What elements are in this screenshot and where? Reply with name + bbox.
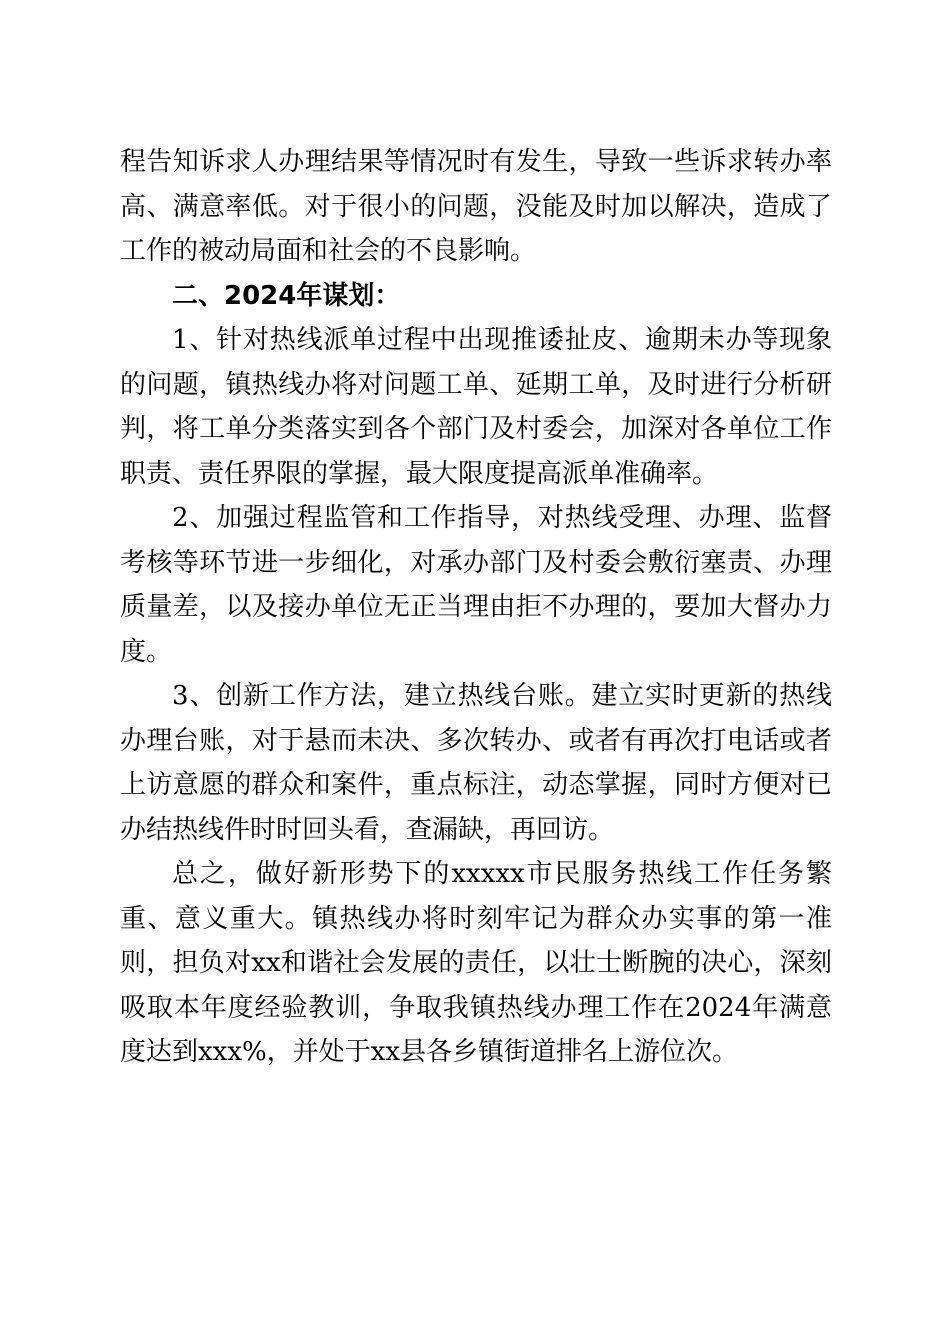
paragraph-item-1: 1、针对热线派单过程中出现推诿扯皮、逾期未办等现象的问题，镇热线办将对问题工单、延期工单，及时进行分析研判，将工单分类落实到各个部门及村委会，加深对各单位工作职责、责任界限的掌握，最大限度提高派单准确率。: [120, 325, 832, 489]
paragraph-item-3: 3、创新工作方法，建立热线台账。建立实时更新的热线办理台账，对于悬而未决、多次转办、或者有再次打电话或者上访意愿的群众和案件，重点标注，动态掌握，同时方便对已办结热线件时时回头看，查漏缺，再回访。: [120, 681, 832, 845]
paragraph-conclusion: 总之，做好新形势下的xxxxx市民服务热线工作任务繁重、意义重大。镇热线办将时刻牢记为群众办实事的第一准则，担负对xx和谐社会发展的责任，以壮士断腕的决心，深刻吸取本年度经验教训，争取我镇热线办理工作在2024年满意度达到xxx%，并处于xx县各乡镇街道排名上游位次。: [120, 859, 832, 1067]
paragraph-item-2: 2、加强过程监管和工作指导，对热线受理、办理、监督考核等环节进一步细化，对承办部门及村委会敷衍塞责、办理质量差，以及接办单位无正当理由拒不办理的，要加大督办力度。: [120, 503, 832, 667]
document-body: [120, 140, 832, 1075]
section-heading-2024-plan: 二、2024年谋划：: [172, 280, 401, 311]
paragraph-continuation: 程告知诉求人办理结果等情况时有发生，导致一些诉求转办率高、满意率低。对于很小的问题，没能及时加以解决，造成了工作的被动局面和社会的不良影响。: [120, 147, 832, 266]
